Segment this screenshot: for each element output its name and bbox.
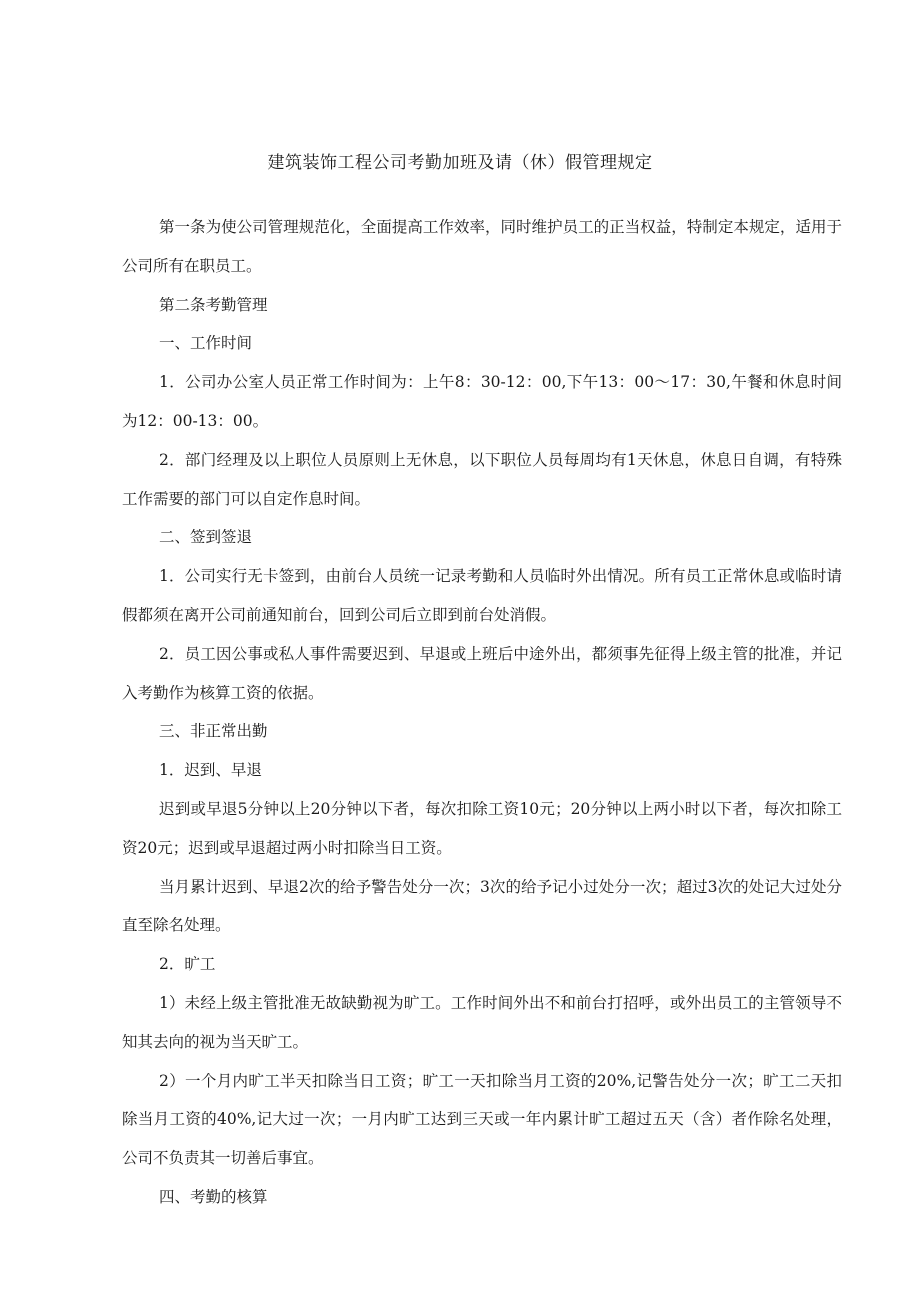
section-4-heading: 四、考勤的核算 — [159, 1187, 268, 1206]
absence-item-1: 1）未经上级主管批准无故缺勤视为旷工。工作时间外出不和前台打招呼，或外出员工的主管领导不知其去向的视为当天旷工。 — [122, 993, 842, 1051]
article-2-heading: 第二条考勤管理 — [159, 295, 268, 314]
sign-in-item-2: 2．员工因公事或私人事件需要迟到、早退或上班后中途外出，都须事先征得上级主管的批准，并记入考勤作为核算工资的依据。 — [122, 644, 842, 702]
document-title: 建筑装饰工程公司考勤加班及请（休）假管理规定 — [267, 153, 653, 173]
section-2-heading: 二、签到签退 — [159, 528, 253, 547]
section-1-heading: 一、工作时间 — [159, 334, 253, 353]
work-hours-item-2: 2．部门经理及以上职位人员原则上无休息，以下职位人员每周均有1天休息，休息日自调，有特殊工作需要的部门可以自定作息时间。 — [122, 450, 842, 508]
late-early-penalty-paragraph: 迟到或早退5分钟以上20分钟以下者，每次扣除工资10元；20分钟以上两小时以下者，每次扣除工资20元；迟到或早退超过两小时扣除当日工资。 — [122, 799, 842, 857]
late-early-cumulative-paragraph: 当月累计迟到、早退2次的给予警告处分一次；3次的给予记小过处分一次；超过3次的处记大过处分直至除名处理。 — [122, 877, 842, 935]
section-3-heading: 三、非正常出勤 — [159, 722, 268, 741]
work-hours-item-1: 1．公司办公室人员正常工作时间为：上午8：30-12：00,下午13：00～17：30,午餐和休息时间为12：00-13：00。 — [122, 373, 842, 430]
late-early-heading: 1．迟到、早退 — [159, 761, 262, 780]
document-body — [122, 208, 842, 1217]
absence-heading: 2．旷工 — [159, 955, 216, 974]
article-1-paragraph: 第一条为使公司管理规范化，全面提高工作效率，同时维护员工的正当权益，特制定本规定，适用于公司所有在职员工。 — [122, 218, 842, 275]
sign-in-item-1: 1．公司实行无卡签到，由前台人员统一记录考勤和人员临时外出情况。所有员工正常休息或临时请假都须在离开公司前通知前台，回到公司后立即到前台处消假。 — [122, 567, 842, 624]
absence-item-2: 2）一个月内旷工半天扣除当日工资；旷工一天扣除当月工资的20%,记警告处分一次；旷工二天扣除当月工资的40%,记大过一次；一月内旷工达到三天或一年内累计旷工超过五天（含）者作除名处理，公司不负责其一切善后事宜。 — [122, 1071, 842, 1168]
